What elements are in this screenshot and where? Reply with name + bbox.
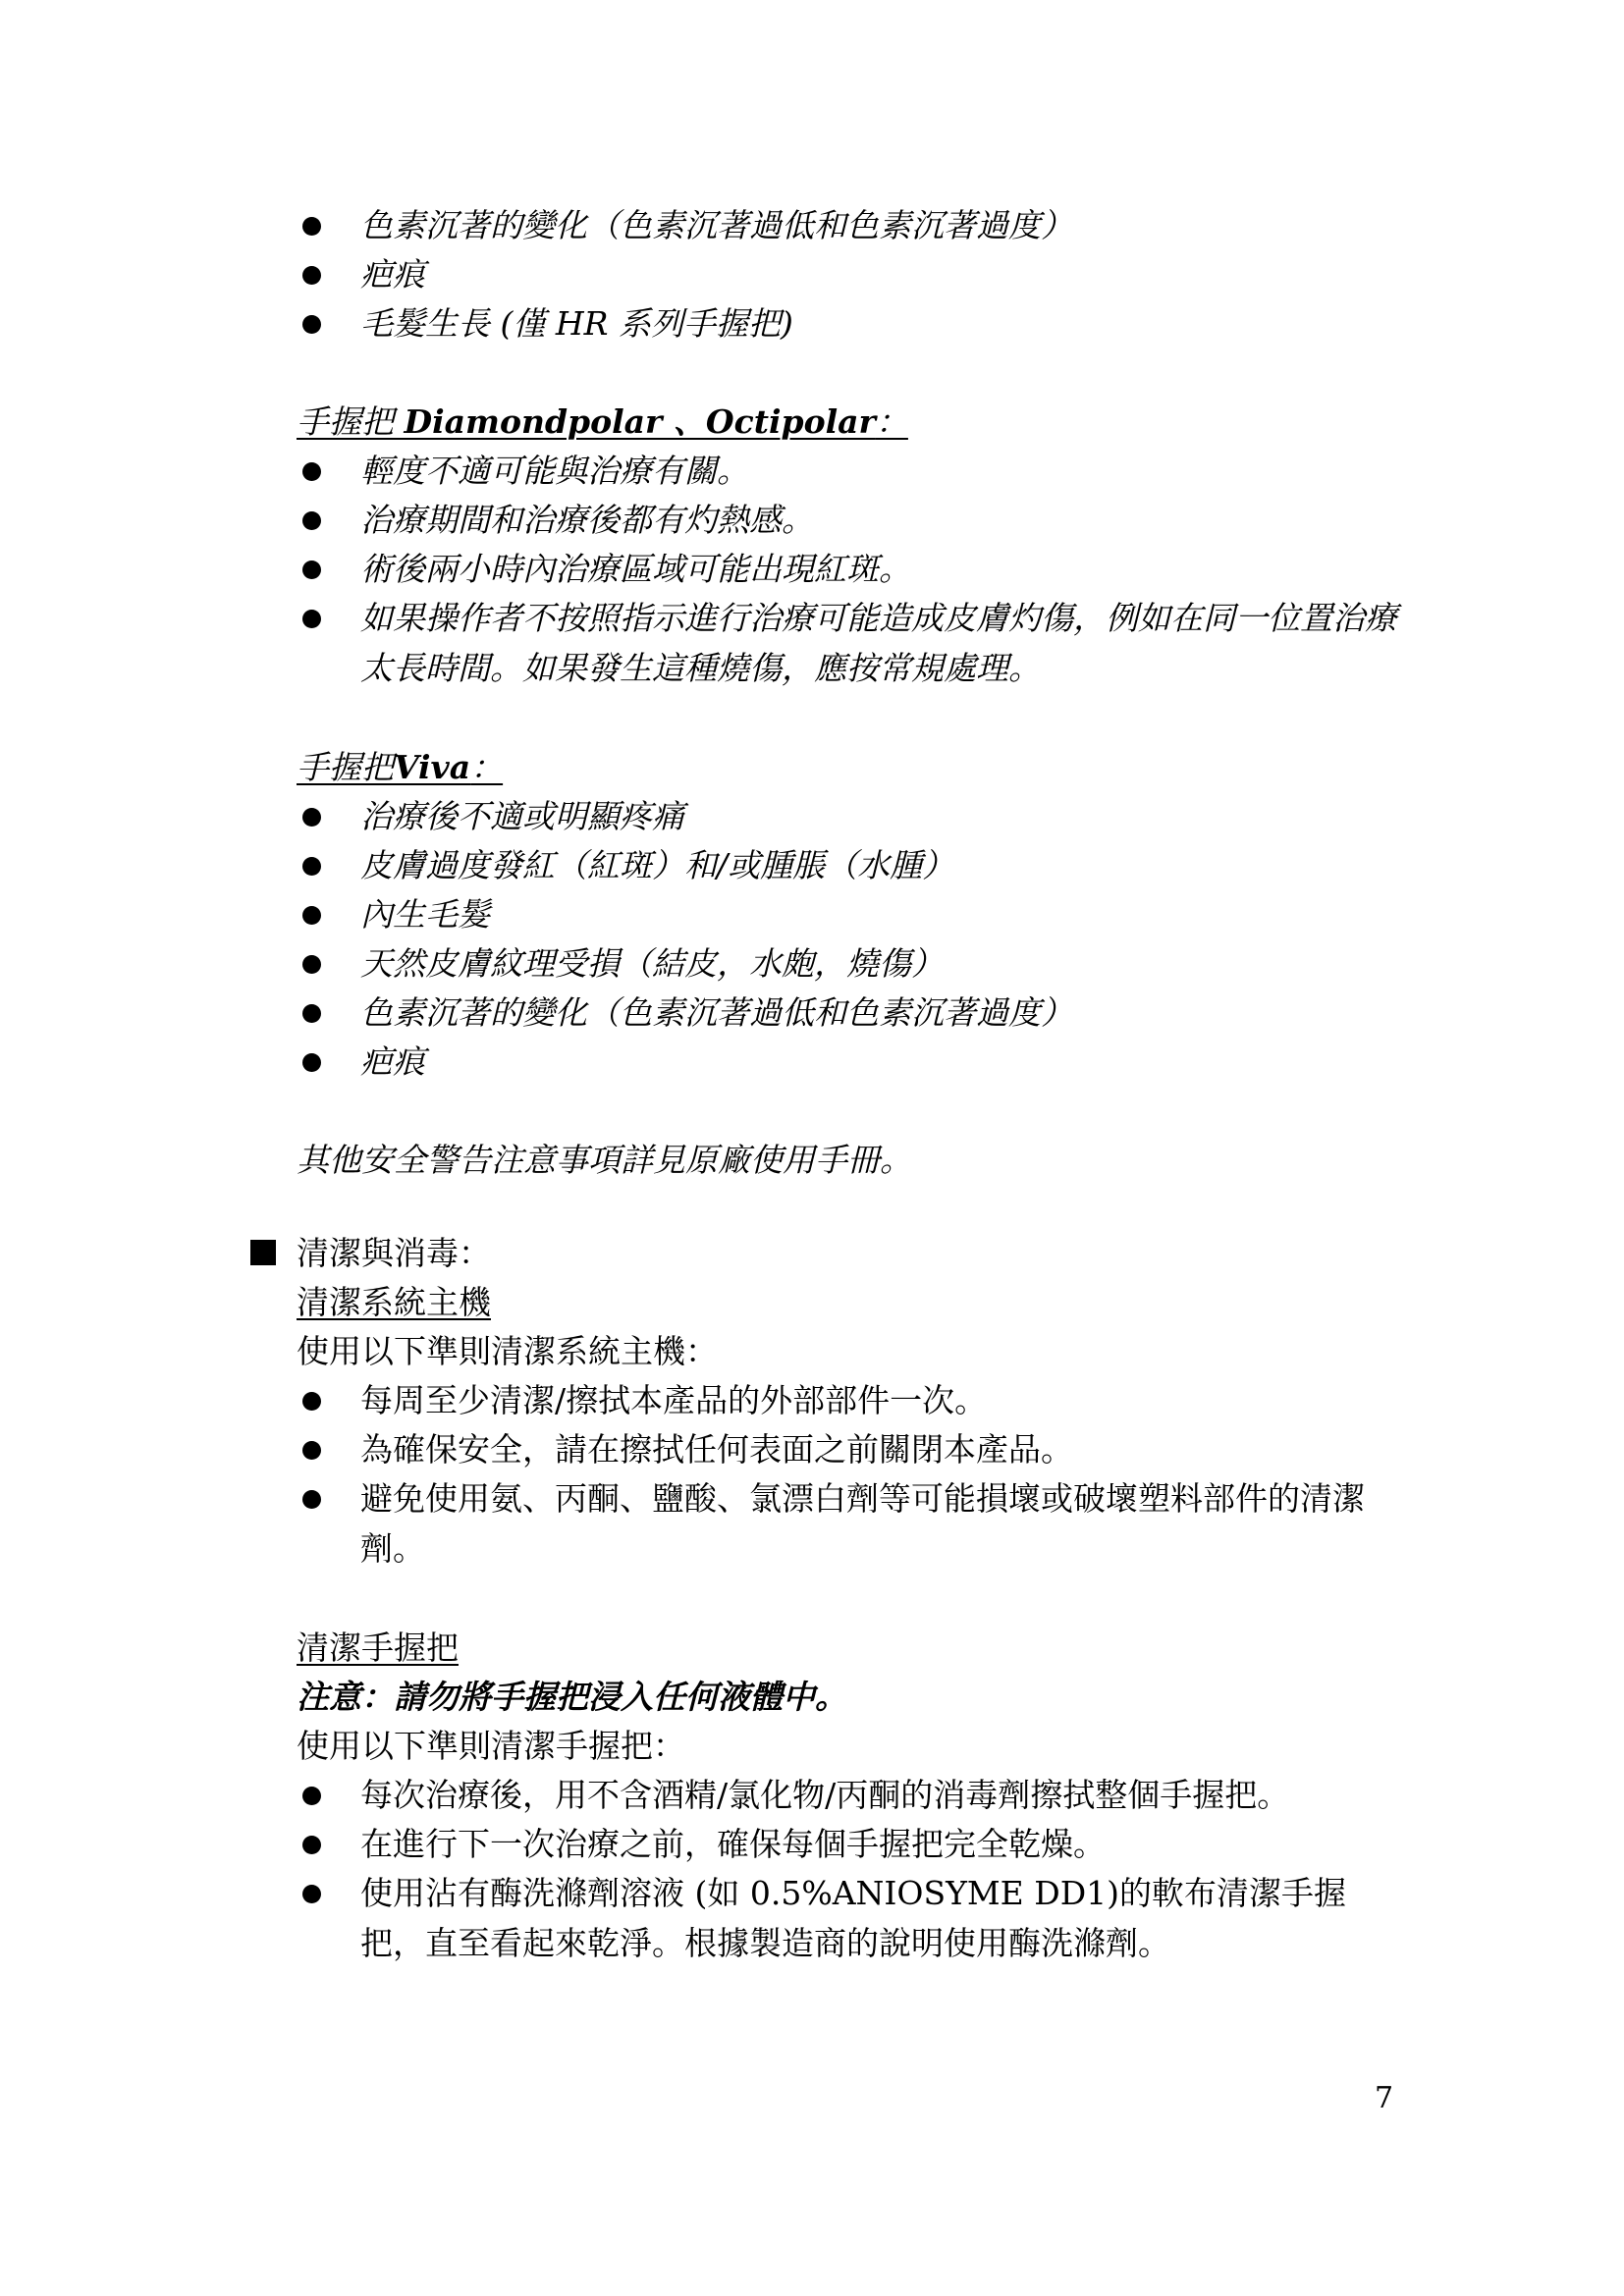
bullet-icon	[302, 1392, 321, 1411]
viva-heading	[297, 742, 503, 792]
list-item-text: 避免使用氨、丙酮、鹽酸、氯漂白劑等可能損壞或破壞塑料部件的清潔劑。	[360, 1479, 1365, 1568]
handpiece-cleaning-intro: 使用以下準則清潔手握把：	[297, 1727, 685, 1765]
list-item-text: 內生毛髮	[360, 895, 490, 934]
list-item-text: 每周至少清潔/擦拭本產品的外部部件一次。	[360, 1381, 988, 1419]
list-item-text: 色素沉著的變化（色素沉著過低和色素沉著過度）	[360, 206, 1073, 244]
list-item-text: 毛髮生長 (僅 HR 系列手握把)	[360, 304, 793, 343]
bullet-icon	[302, 1885, 321, 1903]
section-marker-icon	[250, 1240, 276, 1265]
list-item-text: 天然皮膚紋理受損（結皮，水皰，燒傷）	[360, 944, 944, 983]
heading-colon: ：	[470, 748, 504, 786]
bullet-icon	[302, 315, 321, 334]
list-item-text: 疤痕	[360, 1042, 425, 1081]
system-cleaning-intro: 使用以下準則清潔系統主機：	[297, 1332, 718, 1370]
heading-latin: Viva	[394, 748, 471, 786]
list-item-text: 皮膚過度發紅（紅斑）和/或腫脹（水腫）	[360, 846, 955, 884]
heading-zh: 手握把	[297, 748, 394, 786]
list-item-text: 使用沾有酶洗滌劑溶液 (如 0.5%ANIOSYME DD1)的軟布清潔手握把，直至看起來乾淨。根據製造商的說明使用酶洗滌劑。	[360, 1874, 1347, 1962]
diamondpolar-heading	[297, 397, 908, 447]
heading-colon: ：	[875, 402, 908, 441]
bullet-icon	[302, 1004, 321, 1023]
bullet-icon	[302, 217, 321, 236]
list-item-text: 治療期間和治療後都有灼熱感。	[360, 501, 814, 539]
bullet-icon	[302, 1441, 321, 1460]
bullet-icon	[302, 1787, 321, 1805]
list-item-text: 每次治療後，用不含酒精/氯化物/丙酮的消毒劑擦拭整個手握把。	[360, 1776, 1290, 1814]
bullet-icon	[302, 1053, 321, 1072]
list-item-text: 為確保安全，請在擦拭任何表面之前關閉本產品。	[360, 1430, 1073, 1468]
bullet-icon	[302, 561, 321, 579]
bullet-icon	[302, 955, 321, 974]
heading-zh: 手握把	[297, 402, 394, 441]
list-item-text: 在進行下一次治療之前，確保每個手握把完全乾燥。	[360, 1825, 1106, 1863]
cleaning-section-title: 清潔與消毒：	[297, 1234, 491, 1272]
list-item-text: 疤痕	[360, 255, 425, 294]
bullet-icon	[302, 1836, 321, 1854]
handpiece-cleaning-heading: 清潔手握把	[297, 1629, 459, 1667]
bullet-icon	[302, 808, 321, 827]
system-cleaning-heading: 清潔系統主機	[297, 1283, 491, 1321]
bullet-icon	[302, 511, 321, 530]
bullet-icon	[302, 266, 321, 285]
list-item-text: 色素沉著的變化（色素沉著過低和色素沉著過度）	[360, 993, 1073, 1032]
bullet-icon	[302, 906, 321, 925]
other-warnings-note: 其他安全警告注意事項詳見原廠使用手冊。	[297, 1141, 912, 1179]
bullet-icon	[302, 610, 321, 628]
bullet-icon	[302, 1490, 321, 1509]
list-item-text: 如果操作者不按照指示進行治療可能造成皮膚灼傷，例如在同一位置治療太長時間。如果發生這種燒傷，應按常規處理。	[360, 599, 1397, 687]
list-item-text: 治療後不適或明顯疼痛	[360, 797, 684, 835]
handpiece-warning: 注意：請勿將手握把浸入任何液體中。	[297, 1678, 847, 1716]
bullet-icon	[302, 462, 321, 481]
bullet-icon	[302, 857, 321, 876]
list-item-text: 術後兩小時內治療區域可能出現紅斑。	[360, 550, 911, 588]
list-item-text: 輕度不適可能與治療有關。	[360, 452, 749, 490]
heading-latin: Diamondpolar 、Octipolar	[404, 402, 876, 441]
page-number: 7	[1375, 2081, 1394, 2115]
